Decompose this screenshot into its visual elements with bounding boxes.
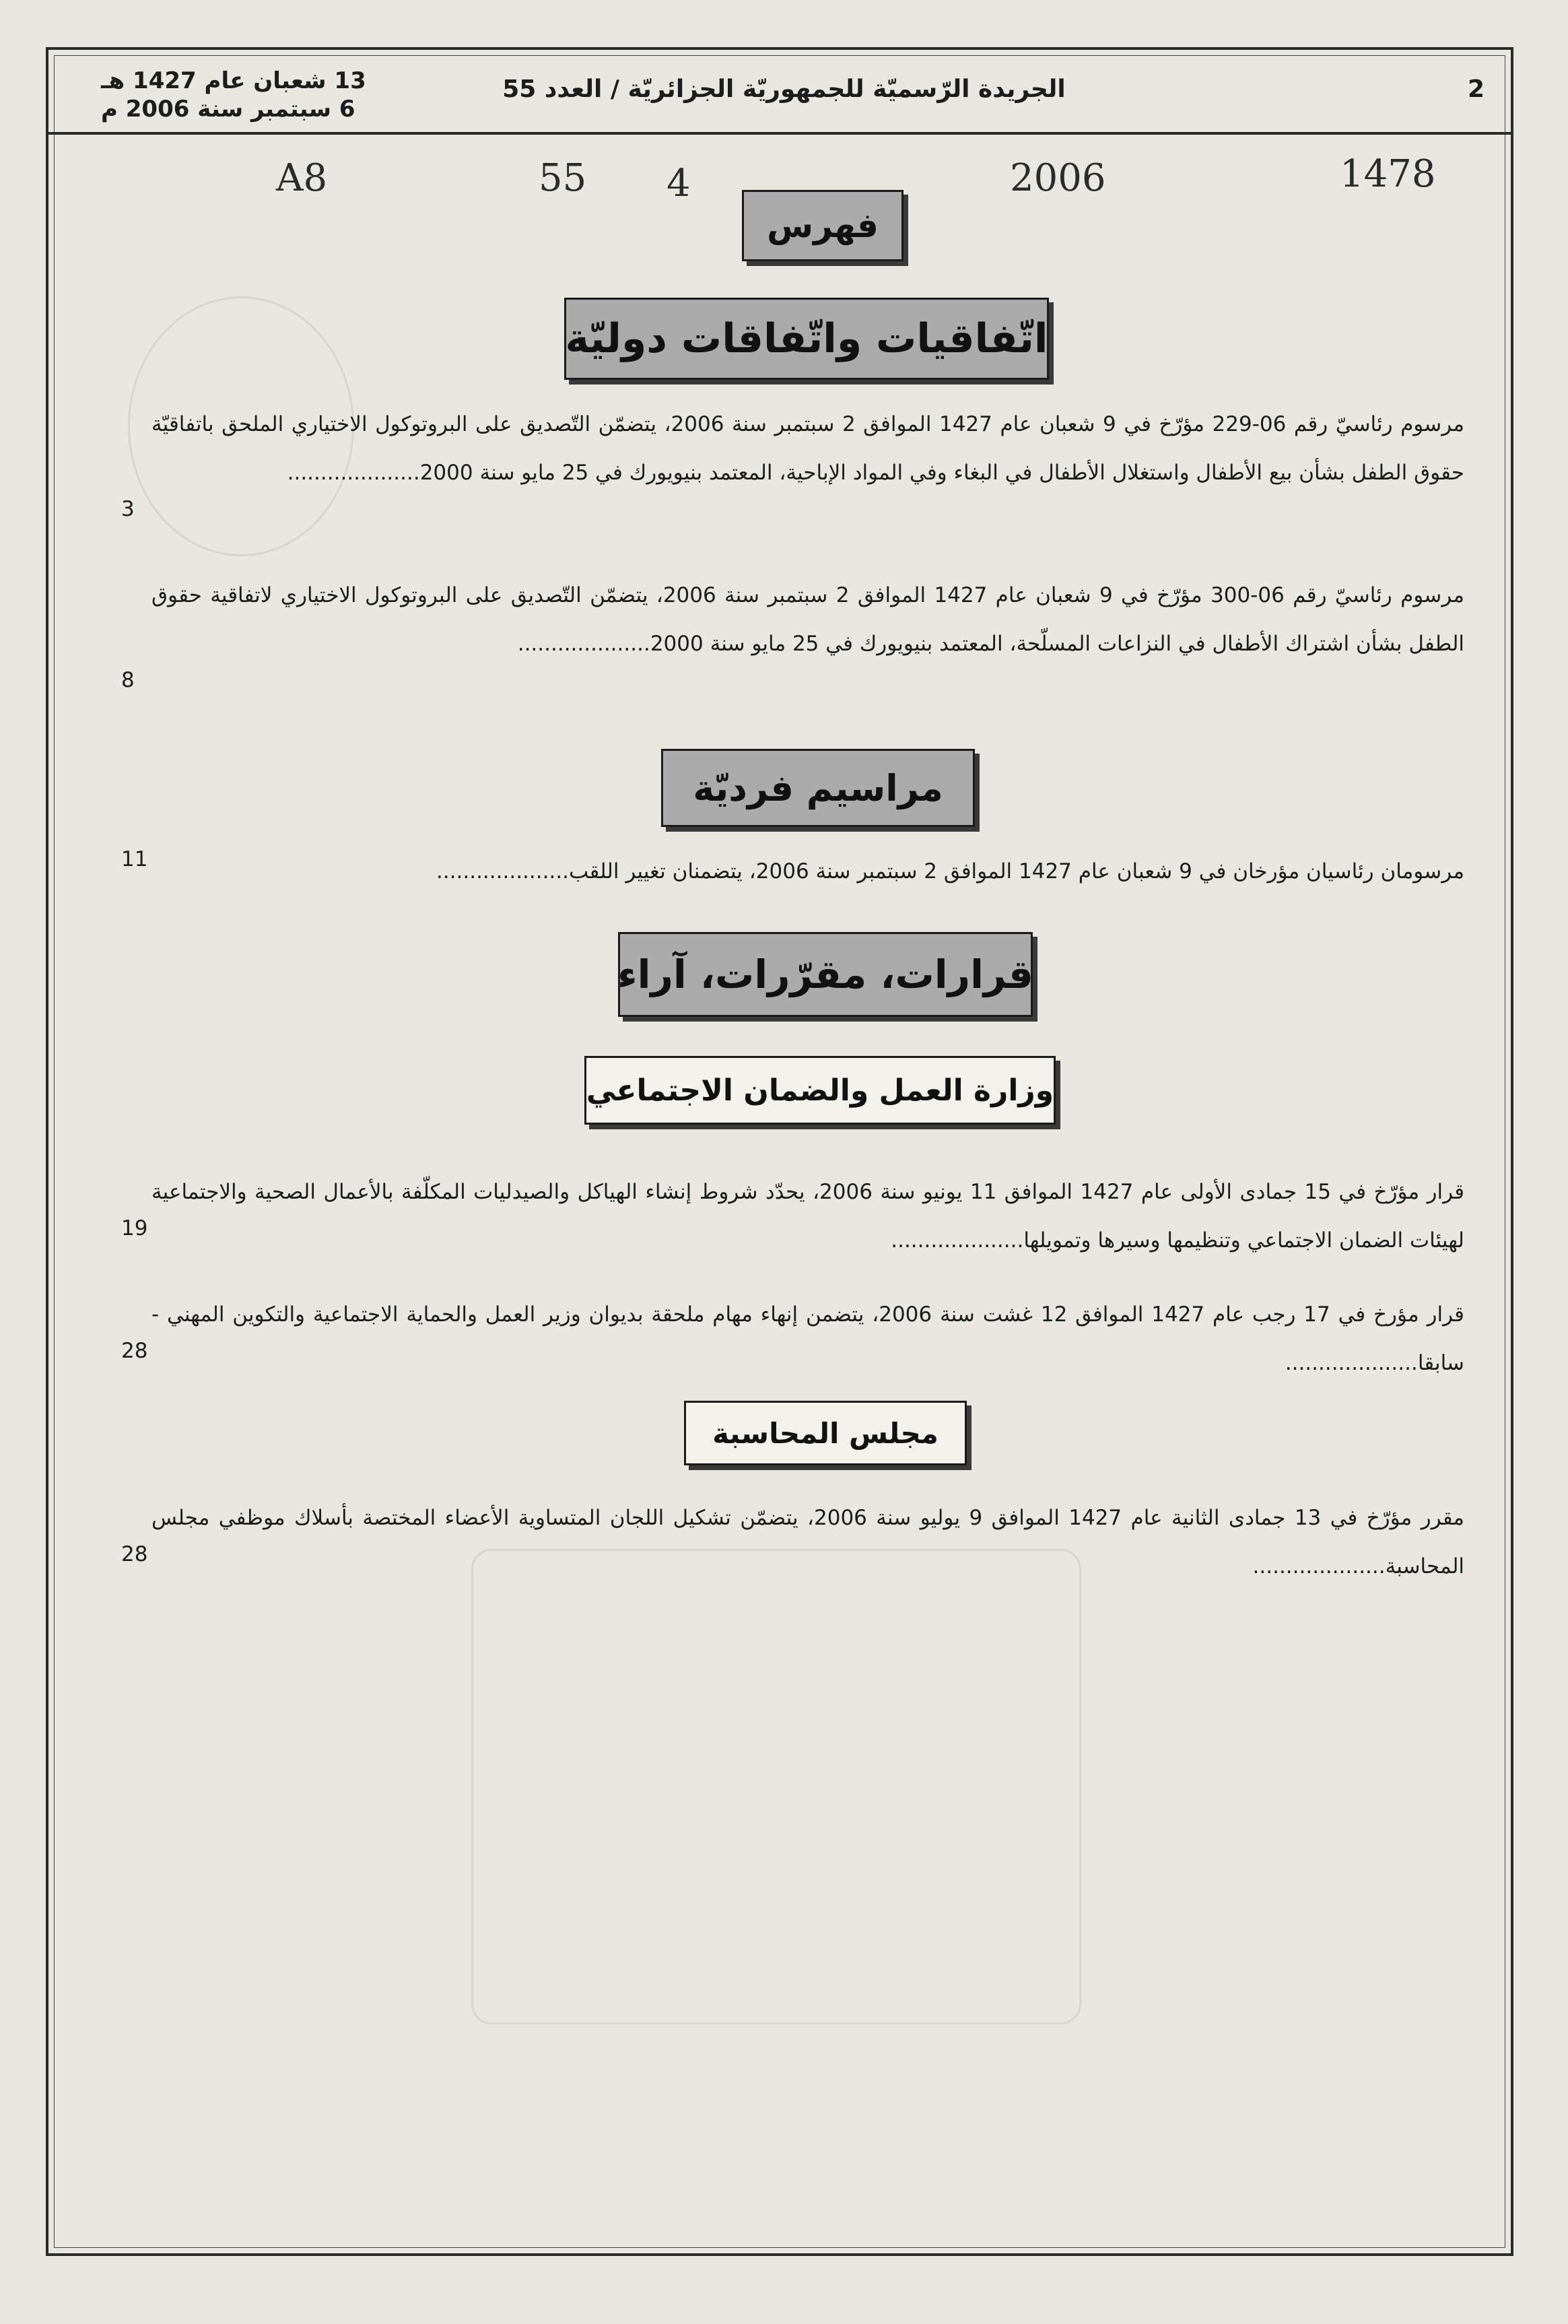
section-subtitle-ministry-labour: وزارة العمل والضمان الاجتماعي bbox=[584, 1056, 1056, 1125]
toc-entry-page: 28 bbox=[121, 1339, 148, 1363]
toc-entry: قرار مؤرّخ في 15 جمادى الأولى عام 1427 الموافق 11 يونيو سنة 2006، يحدّد شروط إنشاء الهياكل والصيدليات المكلّفة بالأعمال الصحية والاجتماعية لهيئات الضمان الاجتماعي وتنظيمها وسيرها وتمويلها.................... bbox=[151, 1180, 1465, 1253]
toc-entry-page: 3 bbox=[121, 497, 135, 521]
handwritten-ref: 1478 bbox=[1340, 152, 1436, 196]
toc-entry: مرسوم رئاسيّ رقم 06-229 مؤرّخ في 9 شعبان عام 1427 الموافق 2 سبتمبر سنة 2006، يتضمّن التّصديق على البروتوكول الاختياري الملحق باتفاقيّة حقوق الطفل بشأن بيع الأطفال واستغلال الأطفال في البغاء وفي المواد الإباحية، المعتمد بنيويورك في 25 مايو سنة 2000.................... bbox=[151, 412, 1464, 485]
section-title-individual-decrees: مراسيم فرديّة bbox=[661, 749, 975, 827]
toc-entry-page: 11 bbox=[121, 847, 148, 871]
section-title-court-of-accounts: مجلس المحاسبة bbox=[684, 1401, 967, 1465]
header-date-hijri: 13 شعبان عام 1427 هـ bbox=[101, 67, 366, 94]
toc-entry-page: 8 bbox=[121, 668, 135, 692]
section-title-decisions: قرارات، مقرّرات، آراء bbox=[618, 932, 1033, 1017]
toc-entry: قرار مؤرخ في 17 رجب عام 1427 الموافق 12 غشت سنة 2006، يتضمن إنهاء مهام ملحقة بديوان وزير العمل والحماية الاجتماعية والتكوين المهني - سابقا.................... bbox=[151, 1302, 1464, 1375]
header-date-gregorian: 6 سبتمبر سنة 2006 م bbox=[101, 96, 355, 123]
handwritten-code-2: 55 bbox=[539, 156, 587, 200]
handwritten-code-1: A8 bbox=[276, 156, 328, 200]
toc-title: فهرس bbox=[742, 190, 904, 261]
bleed-through-stain bbox=[471, 1549, 1081, 2024]
section-title-international-agreements: اتّفاقيات واتّفاقات دوليّة bbox=[564, 298, 1049, 380]
handwritten-year: 2006 bbox=[1010, 156, 1106, 200]
page-number: 2 bbox=[1468, 75, 1485, 103]
toc-entry: مرسوم رئاسيّ رقم 06-300 مؤرّخ في 9 شعبان عام 1427 الموافق 2 سبتمبر سنة 2006، يتضمّن التّصديق على البروتوكول الاختياري لاتفاقية حقوق الطفل بشأن اشتراك الأطفال في النزاعات المسلّحة، المعتمد بنيويورك في 25 مايو سنة 2000.................... bbox=[151, 583, 1464, 656]
toc-entry-page: 28 bbox=[121, 1542, 148, 1566]
header-rule bbox=[48, 132, 1511, 135]
toc-entry: مقرر مؤرّخ في 13 جمادى الثانية عام 1427 الموافق 9 يوليو سنة 2006، يتضمّن تشكيل اللجان المتساوية الأعضاء المختصة بأسلاك موظفي مجلس المحاسبة.................... bbox=[151, 1506, 1464, 1579]
page-title: الجريدة الرّسميّة للجمهوريّة الجزائريّة / العدد 55 bbox=[502, 75, 1066, 103]
handwritten-code-3: 4 bbox=[667, 162, 691, 205]
toc-entry: مرسومان رئاسيان مؤرخان في 9 شعبان عام 1427 الموافق 2 سبتمبر سنة 2006، يتضمنان تغيير اللقب.................... bbox=[436, 859, 1464, 884]
toc-entry-page: 19 bbox=[121, 1216, 148, 1240]
